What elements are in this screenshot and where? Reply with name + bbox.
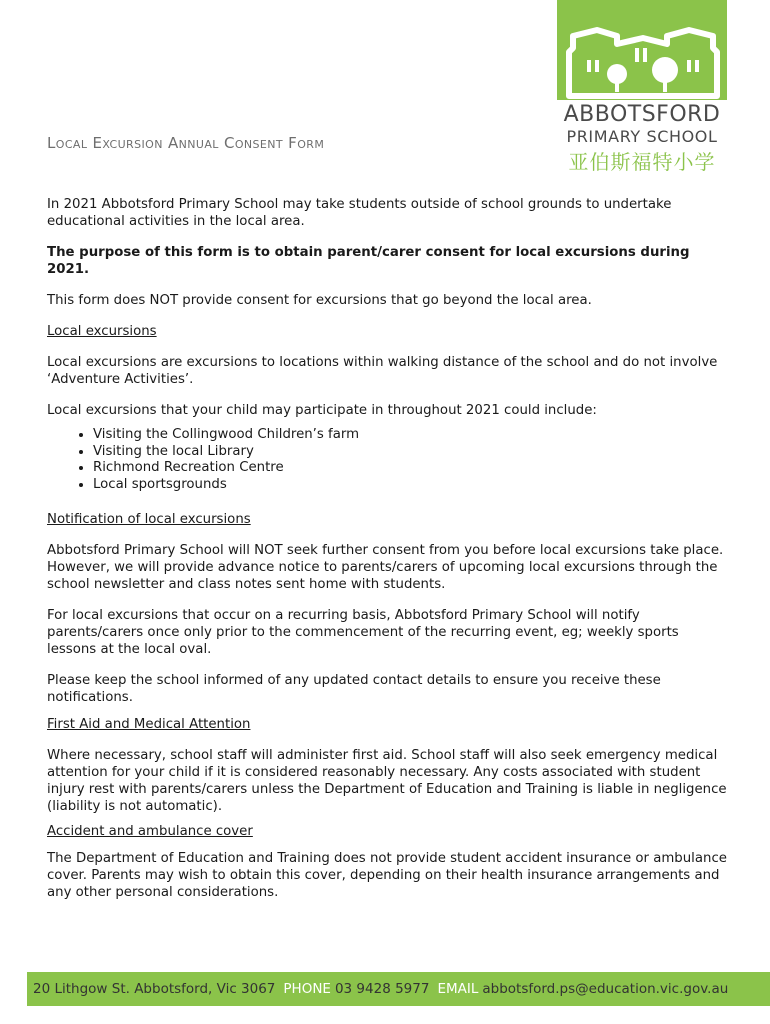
document-title: Local Excursion Annual Consent Form xyxy=(47,134,325,152)
accident-cover-heading: Accident and ambulance cover xyxy=(47,824,253,839)
list-item: • Local sportsgrounds xyxy=(93,477,727,494)
school-building-icon xyxy=(557,0,727,100)
footer-email[interactable]: abbotsford.ps@education.vic.gov.au xyxy=(482,981,729,997)
contact-footer xyxy=(27,972,770,1006)
logo-school-subtitle: PRIMARY SCHOOL xyxy=(566,127,718,146)
logo-school-name: ABBOTSFORD xyxy=(563,102,721,127)
footer-phone[interactable]: 03 9428 5977 xyxy=(334,981,430,997)
school-logo xyxy=(557,0,727,100)
logo-chinese-name: 亚伯斯福特小学 xyxy=(568,150,716,174)
list-item: • Visiting the local Library xyxy=(93,444,727,461)
intro-paragraph: In 2021 Abbotsford Primary School may take students outside of school grounds to undertake educational activities in the local area. xyxy=(47,197,672,229)
notification-heading: Notification of local excursions xyxy=(47,512,251,527)
purpose-paragraph: The purpose of this form is to obtain parent/carer consent for local excursions during 2021. xyxy=(47,245,690,277)
footer-phone-label: PHONE xyxy=(283,981,331,997)
excursion-list xyxy=(47,427,727,493)
notification-paragraph-1: Abbotsford Primary School will NOT seek further consent from you before local excursions take place. However, we will provide advance notice to parents/carers of upcoming local excursions through the school newsletter and class notes sent home with students. xyxy=(47,543,724,592)
local-examples-intro: Local excursions that your child may participate in throughout 2021 could include: xyxy=(47,403,597,418)
first-aid-heading: First Aid and Medical Attention xyxy=(47,717,251,732)
list-item: • Richmond Recreation Centre xyxy=(93,460,727,477)
scope-paragraph: This form does NOT provide consent for excursions that go beyond the local area. xyxy=(47,293,592,308)
footer-address: 20 Lithgow St. Abbotsford, Vic 3067 xyxy=(33,981,276,997)
accident-cover-paragraph: The Department of Education and Training does not provide student accident insurance or ambulance cover. Parents may wish to obtain this cover, depending on their health insurance arrangements and any other personal considerations. xyxy=(47,851,727,900)
document-body xyxy=(47,196,727,915)
notification-paragraph-2: For local excursions that occur on a recurring basis, Abbotsford Primary School will notify parents/carers once only prior to the commencement of the recurring event, eg; weekly sports lessons at the local oval. xyxy=(47,608,679,657)
notification-paragraph-3: Please keep the school informed of any updated contact details to ensure you receive these notifications. xyxy=(47,673,661,705)
local-excursions-heading: Local excursions xyxy=(47,324,157,339)
footer-email-label: EMAIL xyxy=(437,981,479,997)
list-item: • Visiting the Collingwood Children’s farm xyxy=(93,427,727,444)
local-definition-paragraph: Local excursions are excursions to locations within walking distance of the school and do not involve ‘Adventure Activities’. xyxy=(47,355,718,387)
first-aid-paragraph: Where necessary, school staff will administer first aid. School staff will also seek emergency medical attention for your child if it is considered reasonably necessary. Any costs associated with student injury rest with parents/carers unless the Department of Education and Training is liable in negligence (liability is not automatic). xyxy=(47,748,727,814)
